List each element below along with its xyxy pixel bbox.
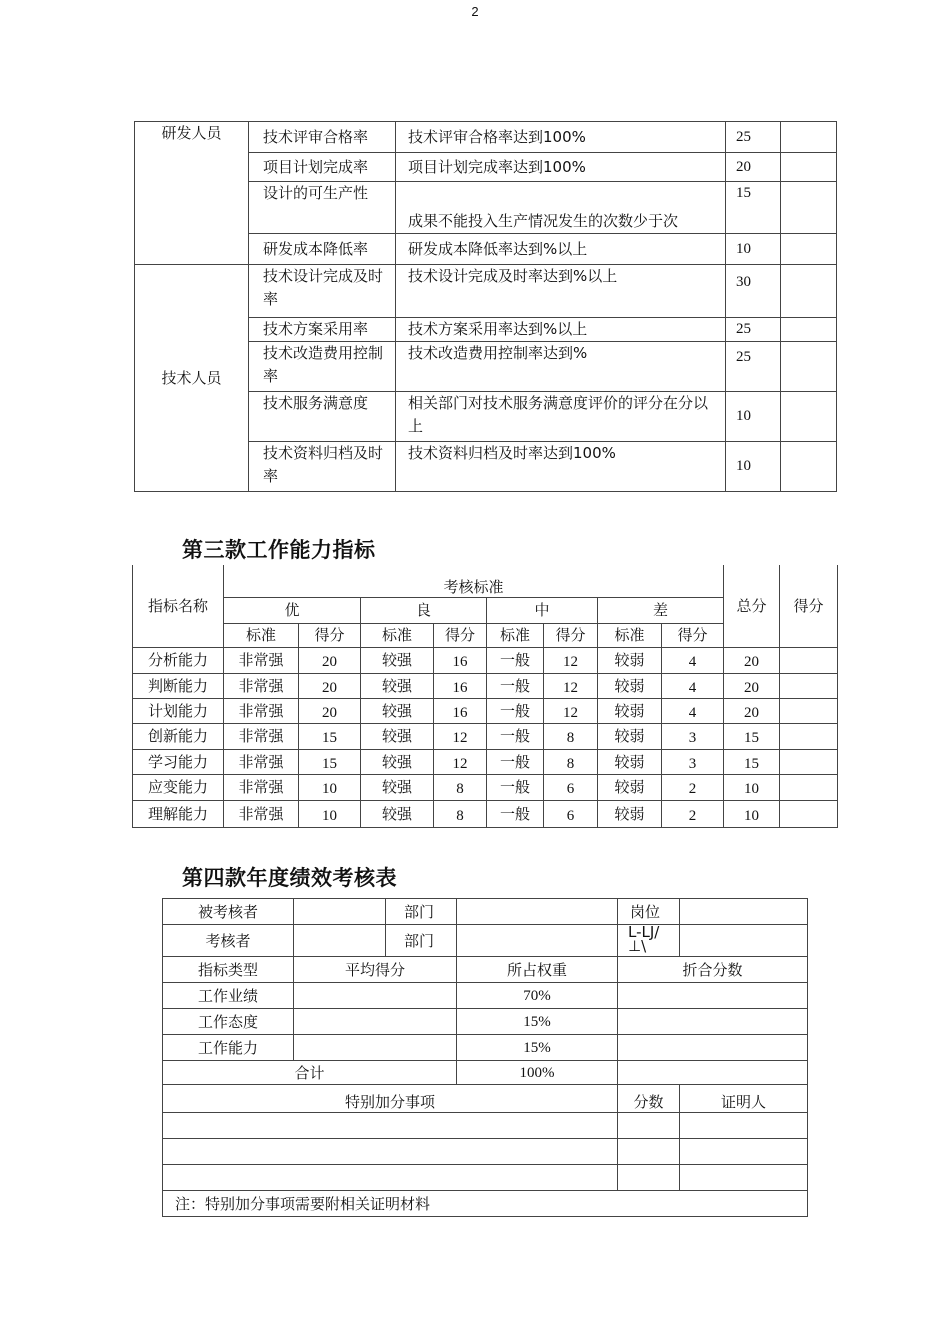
ability-name-cell: 应变能力 [133,774,224,800]
points-cell: 12 [544,647,598,673]
score-cell: 25 [726,342,781,392]
standard-cell: 非常强 [224,698,299,723]
level-poor: 差 [598,597,724,623]
points-cell: 15 [299,749,361,774]
ability-name-cell: 学习能力 [133,749,224,774]
points-cell: 20 [299,698,361,723]
bonus-label: 特别加分事项 [163,1085,618,1113]
standard-cell: 较弱 [598,673,662,698]
dept-value[interactable] [457,899,618,925]
standard-cell: 技术改造费用控制率达到% [396,342,726,392]
kpi-table-rd-tech [134,121,837,492]
table-row [133,749,838,774]
points-cell: 6 [544,800,598,827]
col-type: 指标类型 [163,957,294,983]
points-cell: 6 [544,774,598,800]
table-row [133,723,838,749]
table-row [133,647,838,673]
standard-cell: 一般 [487,698,544,723]
points-cell: 16 [434,647,487,673]
bonus-score-cell[interactable] [618,1139,680,1165]
bonus-item-cell[interactable] [163,1113,618,1139]
col-converted: 折合分数 [618,957,808,983]
points-cell: 10 [299,774,361,800]
points-cell: 4 [662,698,724,723]
total-cell: 10 [724,774,780,800]
total-cell: 15 [724,749,780,774]
subheader-points: 得分 [662,623,724,647]
points-cell: 10 [299,800,361,827]
standard-cell: 非常强 [224,647,299,673]
post-value[interactable] [680,925,808,957]
indicator-cell: 技术改造费用控制率 [249,342,396,392]
points-cell: 8 [544,749,598,774]
dept-label: 部门 [386,899,457,925]
subheader-points: 得分 [544,623,598,647]
table-row [135,122,837,153]
subheader-standard: 标准 [224,623,299,647]
assessee-label: 被考核者 [163,899,294,925]
post-label: 岗位 [618,899,680,925]
blank-cell [781,392,837,442]
converted-cell[interactable] [618,983,808,1009]
points-cell: 20 [299,673,361,698]
indicator-cell: 技术服务满意度 [249,392,396,442]
converted-cell[interactable] [618,1035,808,1061]
points-cell: 8 [434,774,487,800]
ability-table [132,565,838,828]
avg-cell[interactable] [294,1035,457,1061]
standard-cell: 较强 [361,800,434,827]
ability-name-cell: 判断能力 [133,673,224,698]
ability-name-cell: 创新能力 [133,723,224,749]
standard-cell: 一般 [487,800,544,827]
subheader-points: 得分 [299,623,361,647]
points-cell: 12 [544,673,598,698]
table-row [133,774,838,800]
total-cell: 15 [724,723,780,749]
col-average: 平均得分 [294,957,457,983]
table-row [133,698,838,723]
avg-cell[interactable] [294,1009,457,1035]
standard-cell: 较强 [361,774,434,800]
score-cell: 10 [726,234,781,265]
indicator-cell: 项目计划完成率 [249,153,396,182]
type-cell: 工作态度 [163,1009,294,1035]
table-row [135,265,837,318]
bonus-score-cell[interactable] [618,1113,680,1139]
total-label: 合计 [163,1061,457,1085]
indicator-cell: 技术评审合格率 [249,122,396,153]
subheader-standard: 标准 [361,623,434,647]
points-cell: 20 [299,647,361,673]
total-cell: 20 [724,673,780,698]
standard-cell: 较弱 [598,749,662,774]
standard-cell: 成果不能投入生产情况发生的次数少于次 [396,182,726,234]
ability-name-cell: 计划能力 [133,698,224,723]
weight-cell: 15% [457,1035,618,1061]
col-weight: 所占权重 [457,957,618,983]
score-input-cell[interactable] [780,698,838,723]
table-row [133,673,838,698]
dept-label: 部门 [386,925,457,957]
bonus-score-label: 分数 [618,1085,680,1113]
role-cell: 研发人员 [135,122,249,265]
section-title-annual: 第四款年度绩效考核表 [182,866,397,890]
converted-cell[interactable] [618,1009,808,1035]
points-cell: 16 [434,673,487,698]
standard-cell: 较强 [361,673,434,698]
assessee-value[interactable] [294,899,386,925]
standard-cell: 较弱 [598,647,662,673]
subheader-points: 得分 [434,623,487,647]
standard-cell: 一般 [487,774,544,800]
blank-cell [781,122,837,153]
standard-cell: 技术设计完成及时率达到%以上 [396,265,726,318]
standard-cell: 技术方案采用率达到%以上 [396,318,726,342]
points-cell: 15 [299,723,361,749]
weight-cell: 70% [457,983,618,1009]
total-cell: 10 [724,800,780,827]
score-cell: 25 [726,318,781,342]
dept-value[interactable] [457,925,618,957]
header-total: 总分 [724,565,780,647]
blank-cell [781,153,837,182]
bonus-witness-cell[interactable] [680,1165,808,1191]
header-score: 得分 [780,565,838,647]
standard-cell: 非常强 [224,749,299,774]
points-cell: 8 [544,723,598,749]
indicator-cell: 设计的可生产性 [249,182,396,234]
indicator-cell: 技术方案采用率 [249,318,396,342]
standard-cell: 非常强 [224,673,299,698]
type-cell: 工作能力 [163,1035,294,1061]
standard-cell: 一般 [487,723,544,749]
standard-cell: 较弱 [598,800,662,827]
score-input-cell[interactable] [780,673,838,698]
table-row [133,800,838,827]
points-cell: 12 [544,698,598,723]
bonus-witness-cell[interactable] [680,1113,808,1139]
score-cell: 10 [726,392,781,442]
score-cell: 30 [726,265,781,318]
header-indicator-name: 指标名称 [133,565,224,647]
bonus-score-cell[interactable] [618,1165,680,1191]
standard-cell: 一般 [487,647,544,673]
level-average: 中 [487,597,598,623]
ability-name-cell: 理解能力 [133,800,224,827]
standard-cell: 一般 [487,673,544,698]
standard-cell: 项目计划完成率达到100% [396,153,726,182]
total-cell: 20 [724,698,780,723]
blank-cell [781,182,837,234]
bonus-witness-cell[interactable] [680,1139,808,1165]
type-cell: 工作业绩 [163,983,294,1009]
indicator-cell: 技术资料归档及时率 [249,442,396,492]
bonus-item-cell[interactable] [163,1165,618,1191]
score-cell: 15 [726,182,781,234]
standard-cell: 非常强 [224,800,299,827]
score-input-cell[interactable] [780,723,838,749]
assessor-label: 考核者 [163,925,294,957]
note: 注：特别加分事项需要附相关证明材料 [163,1191,808,1217]
standard-cell: 较强 [361,749,434,774]
blank-cell [781,234,837,265]
points-cell: 12 [434,749,487,774]
total-weight: 100% [457,1061,618,1085]
post-label-text: L-LJ/ ⊥\ [628,924,660,955]
standard-cell: 技术评审合格率达到100% [396,122,726,153]
level-good: 良 [361,597,487,623]
section-title-ability: 第三款工作能力指标 [182,538,376,562]
standard-cell: 较强 [361,647,434,673]
blank-cell [781,442,837,492]
avg-cell[interactable] [294,983,457,1009]
indicator-cell: 研发成本降低率 [249,234,396,265]
standard-cell: 一般 [487,749,544,774]
annual-appraisal-table [162,898,808,1217]
score-cell: 20 [726,153,781,182]
blank-cell [781,265,837,318]
points-cell: 4 [662,673,724,698]
bonus-item-cell[interactable] [163,1139,618,1165]
blank-cell [781,318,837,342]
points-cell: 8 [434,800,487,827]
points-cell: 16 [434,698,487,723]
points-cell: 2 [662,800,724,827]
bonus-witness-label: 证明人 [680,1085,808,1113]
indicator-cell: 技术设计完成及时率 [249,265,396,318]
standard-cell: 研发成本降低率达到%以上 [396,234,726,265]
assessor-value[interactable] [294,925,386,957]
standard-cell: 相关部门对技术服务满意度评价的评分在分以上 [396,392,726,442]
standard-cell: 非常强 [224,723,299,749]
points-cell: 3 [662,723,724,749]
points-cell: 3 [662,749,724,774]
standard-cell: 较强 [361,698,434,723]
role-cell: 技术人员 [135,265,249,492]
total-converted[interactable] [618,1061,808,1085]
blank-cell [781,342,837,392]
ability-name-cell: 分析能力 [133,647,224,673]
level-excellent: 优 [224,597,361,623]
score-input-cell[interactable] [780,749,838,774]
score-input-cell[interactable] [780,647,838,673]
subheader-standard: 标准 [487,623,544,647]
standard-cell: 较强 [361,723,434,749]
header-criteria: 考核标准 [224,565,724,597]
points-cell: 2 [662,774,724,800]
standard-cell: 技术资料归档及时率达到100% [396,442,726,492]
post-value[interactable] [680,899,808,925]
subheader-standard: 标准 [598,623,662,647]
score-input-cell[interactable] [780,800,838,827]
score-cell: 10 [726,442,781,492]
standard-cell: 较弱 [598,698,662,723]
points-cell: 4 [662,647,724,673]
total-cell: 20 [724,647,780,673]
weight-cell: 15% [457,1009,618,1035]
standard-cell: 较弱 [598,774,662,800]
standard-cell: 非常强 [224,774,299,800]
standard-cell: 较弱 [598,723,662,749]
score-input-cell[interactable] [780,774,838,800]
score-cell: 25 [726,122,781,153]
post-label-garbled [618,925,680,957]
page-number: 2 [471,4,479,19]
points-cell: 12 [434,723,487,749]
